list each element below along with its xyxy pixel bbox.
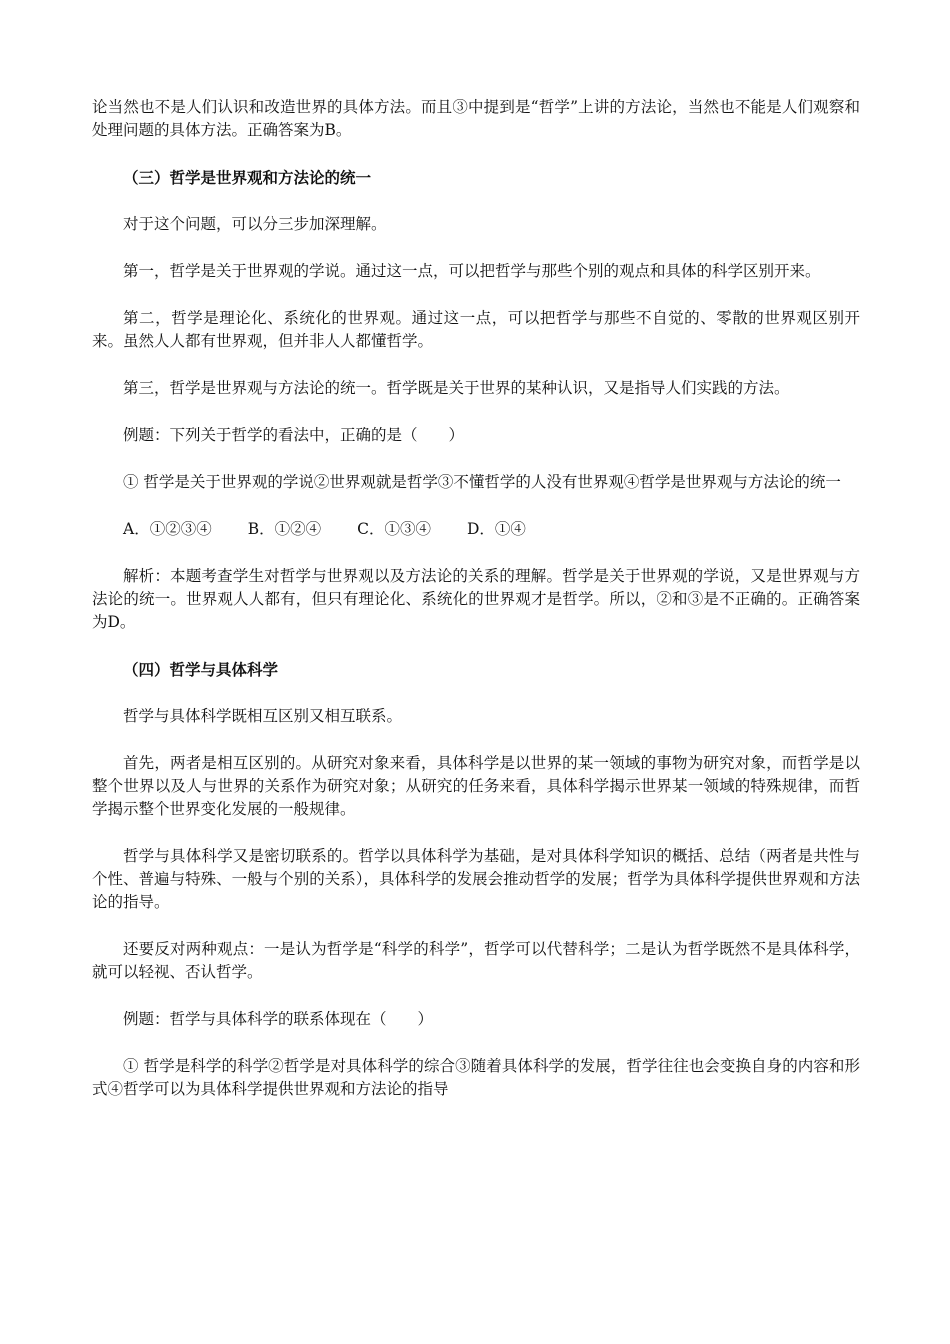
paragraph-oppose-views: 还要反对两种观点：一是认为哲学是“科学的科学”，哲学可以代替科学；二是认为哲学既然不是具体科学，就可以轻视、否认哲学。 bbox=[92, 940, 860, 981]
answer-options-1 bbox=[92, 518, 860, 541]
analysis-paragraph: 解析：本题考查学生对哲学与世界观以及方法论的关系的理解。哲学是关于世界观的学说，又是世界观与方法论的统一。世界观人人都有，但只有理论化、系统化的世界观才是哲学。所以，②和③是不正确的。正确答案为D。 bbox=[92, 567, 860, 631]
option-c: C．①③④ bbox=[357, 520, 431, 538]
option-b: B．①②④ bbox=[247, 520, 322, 538]
paragraph-continuation: 论当然也不是人们认识和改造世界的具体方法。而且③中提到是“哲学”上讲的方法论，当然也不能是人们观察和处理问题的具体方法。正确答案为B。 bbox=[92, 98, 860, 139]
example-statements-1: ① 哲学是关于世界观的学说②世界观就是哲学③不懂哲学的人没有世界观④哲学是世界观与方法论的统一 bbox=[123, 473, 841, 491]
option-d: D．①④ bbox=[466, 520, 526, 538]
paragraph-third: 第三，哲学是世界观与方法论的统一。哲学既是关于世界的某种认识，又是指导人们实践的方法。 bbox=[123, 379, 790, 397]
example-question-2: 例题：哲学与具体科学的联系体现在（ ） bbox=[123, 1010, 434, 1028]
paragraph-intro: 对于这个问题，可以分三步加深理解。 bbox=[123, 215, 387, 233]
paragraph-connection: 哲学与具体科学又是密切联系的。哲学以具体科学为基础，是对具体科学知识的概括、总结（两者是共性与个性、普遍与特殊、一般与个别的关系），具体科学的发展会推动哲学的发展；哲学为具体科学提供世界观和方法论的指导。 bbox=[92, 847, 860, 911]
example-question-1: 例题：下列关于哲学的看法中，正确的是（ ） bbox=[123, 426, 465, 444]
paragraph-first: 第一，哲学是关于世界观的学说。通过这一点，可以把哲学与那些个别的观点和具体的科学区别开来。 bbox=[123, 262, 821, 280]
paragraph-difference: 首先，两者是相互区别的。从研究对象来看，具体科学是以世界的某一领域的事物为研究对象，而哲学是以整个世界以及人与世界的关系作为研究对象；从研究的任务来看，具体科学揭示世界某一领域的特殊规律，而哲学揭示整个世界变化发展的一般规律。 bbox=[92, 754, 860, 818]
section-heading-3: （三）哲学是世界观和方法论的统一 bbox=[123, 168, 372, 187]
section-heading-4: （四）哲学与具体科学 bbox=[123, 660, 279, 679]
paragraph-relation: 哲学与具体科学既相互区别又相互联系。 bbox=[123, 707, 403, 725]
example-statements-2: ① 哲学是科学的科学②哲学是对具体科学的综合③随着具体科学的发展，哲学往往也会变换自身的内容和形式④哲学可以为具体科学提供世界观和方法论的指导 bbox=[92, 1057, 860, 1098]
paragraph-second: 第二，哲学是理论化、系统化的世界观。通过这一点，可以把哲学与那些不自觉的、零散的世界观区别开来。虽然人人都有世界观，但并非人人都懂哲学。 bbox=[92, 309, 860, 350]
document-page bbox=[92, 96, 860, 1125]
option-a: A．①②③④ bbox=[123, 520, 212, 538]
